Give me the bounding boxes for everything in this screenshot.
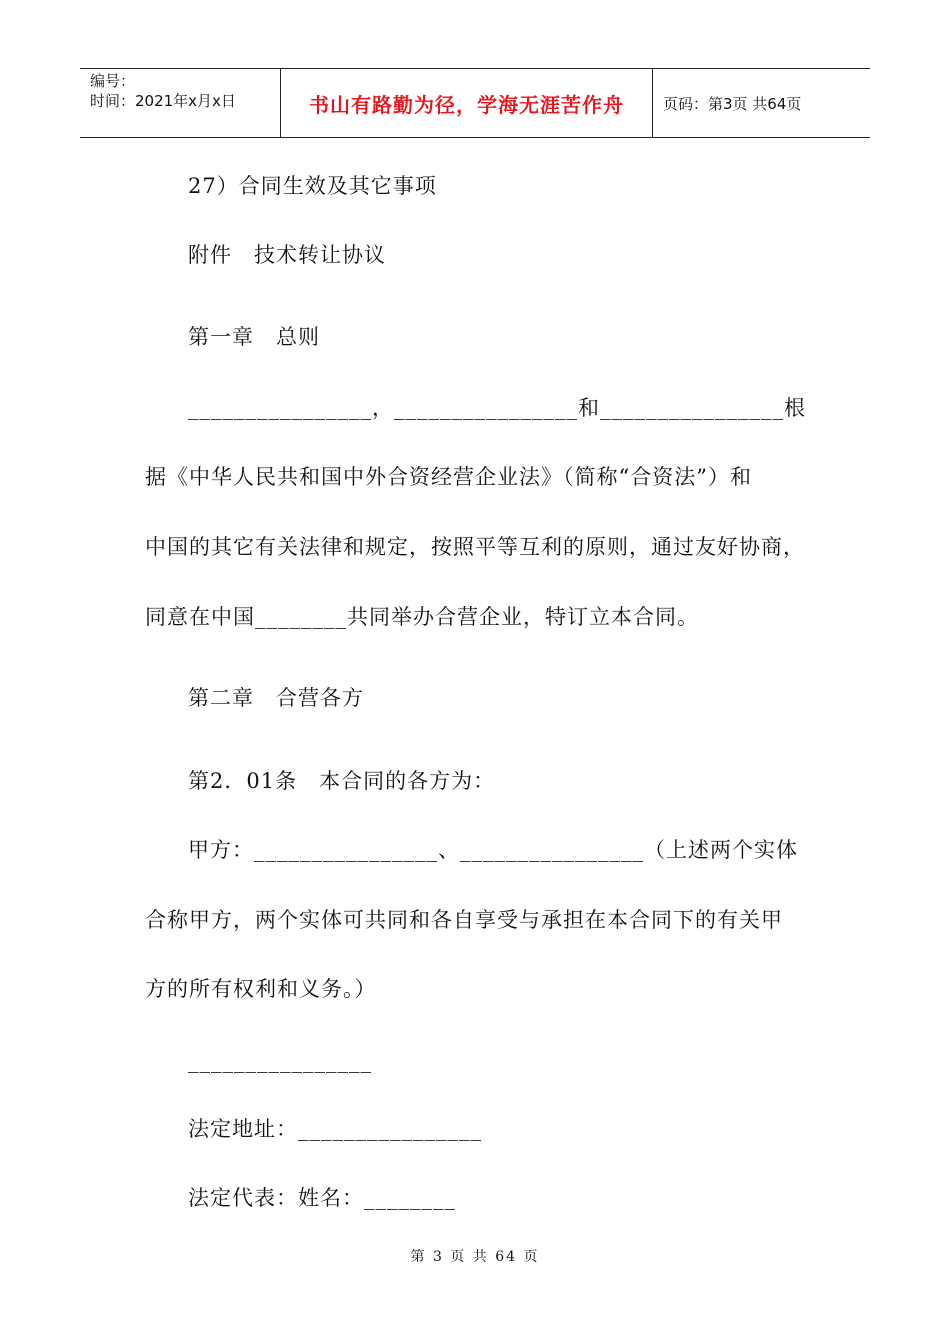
party-a-line: 甲方：________________、________________（上述两个实体 xyxy=(188,838,798,862)
parties-blank-line: ________________，________________和________________根 xyxy=(188,396,806,420)
legal-address-line: 法定地址：________________ xyxy=(188,1117,482,1141)
paragraph-line: 方的所有权利和义务。） xyxy=(145,977,377,1001)
paragraph-line: 合称甲方，两个实体可共同和各自享受与承担在本合同下的有关甲 xyxy=(145,908,783,932)
chapter-1-heading: 第一章 总则 xyxy=(188,325,320,349)
date-label: 时间：2021年x月x日 xyxy=(90,92,236,110)
legal-representative-line: 法定代表：姓名：________ xyxy=(188,1186,456,1210)
clause-27: 27）合同生效及其它事项 xyxy=(188,174,437,198)
header-page-info: 页码：第3页 共64页 xyxy=(663,94,802,113)
chapter-2-heading: 第二章 合营各方 xyxy=(188,686,364,710)
number-label: 编号： xyxy=(90,72,136,90)
paragraph-line: 据《中华人民共和国中外合资经营企业法》（简称“合资法”）和 xyxy=(145,465,752,489)
page-footer: 第 3 页 共 64 页 xyxy=(410,1249,540,1265)
appendix-line: 附件 技术转让协议 xyxy=(188,243,386,267)
header-table xyxy=(80,68,870,138)
article-2-01: 第2．01条 本合同的各方为： xyxy=(188,769,496,793)
header-motto: 书山有路勤为径，学海无涯苦作舟 xyxy=(281,69,653,137)
header-meta-cell xyxy=(80,69,281,137)
blank-line: ________________ xyxy=(188,1049,372,1073)
paragraph-line: 中国的其它有关法律和规定，按照平等互利的原则，通过友好协商， xyxy=(145,535,805,559)
paragraph-line: 同意在中国________共同举办合营企业，特订立本合同。 xyxy=(145,605,699,629)
